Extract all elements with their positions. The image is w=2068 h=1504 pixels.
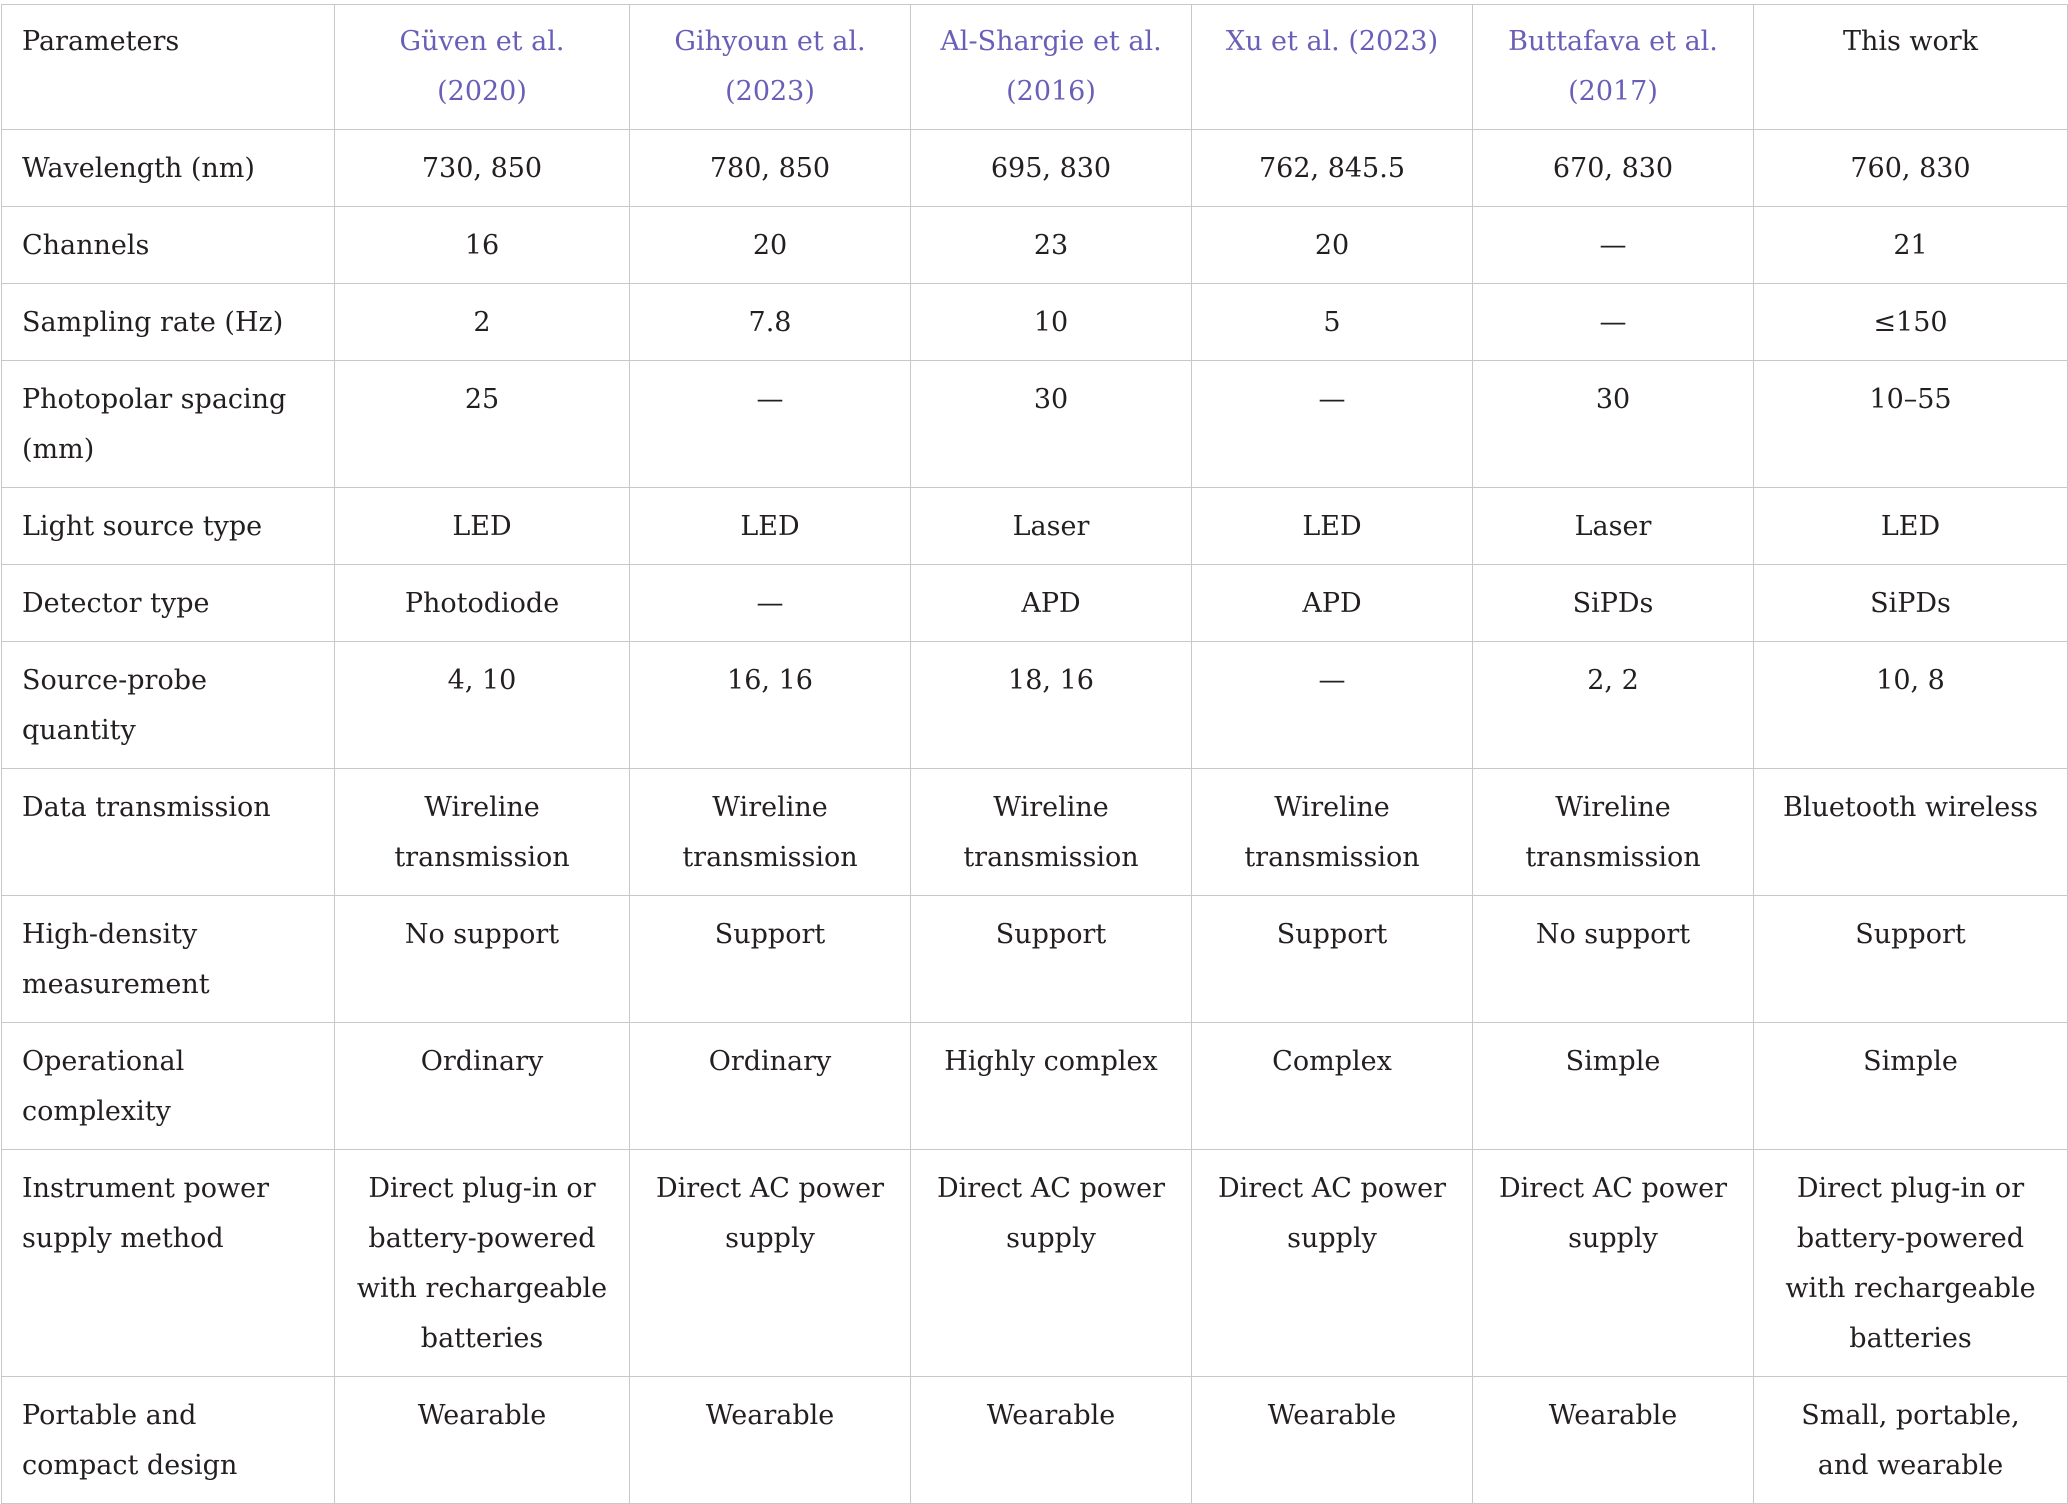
- table-cell: Wireline transmission: [911, 769, 1192, 896]
- table-cell: LED: [630, 488, 911, 565]
- table-row: [2, 361, 2068, 488]
- table-row: [2, 642, 2068, 769]
- table-cell: Laser: [1473, 488, 1754, 565]
- table-row: [2, 207, 2068, 284]
- table-cell: 10: [911, 284, 1192, 361]
- table-cell: No support: [335, 896, 630, 1023]
- table-cell: LED: [335, 488, 630, 565]
- table-cell: Ordinary: [630, 1023, 911, 1150]
- table-cell: Laser: [911, 488, 1192, 565]
- table-cell: Support: [1754, 896, 2068, 1023]
- table-cell: 762, 845.5: [1192, 130, 1473, 207]
- row-label: Channels: [2, 207, 335, 284]
- row-label: Light source type: [2, 488, 335, 565]
- row-label: High-density measurement: [2, 896, 335, 1023]
- table-cell: Bluetooth wireless: [1754, 769, 2068, 896]
- table-cell: —: [1473, 207, 1754, 284]
- table-cell: Small, portable, and wearable: [1754, 1377, 2068, 1504]
- row-label: Operational complexity: [2, 1023, 335, 1150]
- table-cell: Wearable: [1473, 1377, 1754, 1504]
- table-cell: Direct AC power supply: [1473, 1150, 1754, 1377]
- table-body: [2, 130, 2068, 1504]
- table-cell: 5: [1192, 284, 1473, 361]
- table-cell: 25: [335, 361, 630, 488]
- table-cell: Wireline transmission: [1192, 769, 1473, 896]
- table-cell: 16: [335, 207, 630, 284]
- table-cell: 2: [335, 284, 630, 361]
- table-cell: 760, 830: [1754, 130, 2068, 207]
- comparison-table: [1, 4, 2068, 1504]
- table-cell: Photodiode: [335, 565, 630, 642]
- table-cell: SiPDs: [1754, 565, 2068, 642]
- table-cell: Wearable: [630, 1377, 911, 1504]
- header-reference-buttafava[interactable]: Buttafava et al. (2017): [1473, 5, 1754, 130]
- table-row: [2, 130, 2068, 207]
- header-reference-al-shargie[interactable]: Al-Shargie et al. (2016): [911, 5, 1192, 130]
- table-row: [2, 565, 2068, 642]
- table-row: [2, 284, 2068, 361]
- table-cell: Highly complex: [911, 1023, 1192, 1150]
- table-cell: Support: [1192, 896, 1473, 1023]
- row-label: Sampling rate (Hz): [2, 284, 335, 361]
- table-cell: LED: [1192, 488, 1473, 565]
- table-cell: 18, 16: [911, 642, 1192, 769]
- table-cell: Support: [630, 896, 911, 1023]
- table-cell: Direct plug-in or battery-powered with rechargeable batteries: [1754, 1150, 2068, 1377]
- table-cell: APD: [1192, 565, 1473, 642]
- header-row: [2, 5, 2068, 130]
- row-label: Photopolar spacing (mm): [2, 361, 335, 488]
- table-cell: Wireline transmission: [335, 769, 630, 896]
- table-cell: —: [630, 565, 911, 642]
- row-label: Instrument power supply method: [2, 1150, 335, 1377]
- table-cell: Direct AC power supply: [1192, 1150, 1473, 1377]
- table-cell: 780, 850: [630, 130, 911, 207]
- table-cell: Ordinary: [335, 1023, 630, 1150]
- table-cell: 10, 8: [1754, 642, 2068, 769]
- row-label: Detector type: [2, 565, 335, 642]
- table-row: [2, 1150, 2068, 1377]
- table-cell: 30: [1473, 361, 1754, 488]
- table-cell: Wearable: [911, 1377, 1192, 1504]
- table-row: [2, 1023, 2068, 1150]
- table-cell: 2, 2: [1473, 642, 1754, 769]
- header-reference-xu[interactable]: Xu et al. (2023): [1192, 5, 1473, 130]
- row-label: Data transmission: [2, 769, 335, 896]
- table-cell: 30: [911, 361, 1192, 488]
- table-cell: ≤150: [1754, 284, 2068, 361]
- table-row: [2, 488, 2068, 565]
- table-cell: LED: [1754, 488, 2068, 565]
- table-cell: Direct AC power supply: [911, 1150, 1192, 1377]
- table-row: [2, 769, 2068, 896]
- row-label: Source-probe quantity: [2, 642, 335, 769]
- table-cell: SiPDs: [1473, 565, 1754, 642]
- header-parameters: Parameters: [2, 5, 335, 130]
- table-cell: No support: [1473, 896, 1754, 1023]
- table-cell: —: [630, 361, 911, 488]
- table-cell: 16, 16: [630, 642, 911, 769]
- table-cell: Support: [911, 896, 1192, 1023]
- table-cell: 20: [1192, 207, 1473, 284]
- header-this-work: This work: [1754, 5, 2068, 130]
- table-cell: 20: [630, 207, 911, 284]
- table-cell: Wireline transmission: [1473, 769, 1754, 896]
- table-cell: Simple: [1754, 1023, 2068, 1150]
- table-cell: Simple: [1473, 1023, 1754, 1150]
- table-cell: 695, 830: [911, 130, 1192, 207]
- header-reference-guven[interactable]: Güven et al. (2020): [335, 5, 630, 130]
- table-cell: Complex: [1192, 1023, 1473, 1150]
- table-cell: 730, 850: [335, 130, 630, 207]
- row-label: Wavelength (nm): [2, 130, 335, 207]
- table-cell: 7.8: [630, 284, 911, 361]
- table-cell: Direct plug-in or battery-powered with rechargeable batteries: [335, 1150, 630, 1377]
- table-cell: 4, 10: [335, 642, 630, 769]
- table-cell: —: [1192, 642, 1473, 769]
- table-cell: APD: [911, 565, 1192, 642]
- table-cell: —: [1473, 284, 1754, 361]
- table-cell: 10–55: [1754, 361, 2068, 488]
- table-cell: 670, 830: [1473, 130, 1754, 207]
- table-cell: —: [1192, 361, 1473, 488]
- table-cell: Wearable: [335, 1377, 630, 1504]
- table-cell: Wireline transmission: [630, 769, 911, 896]
- header-reference-gihyoun[interactable]: Gihyoun et al. (2023): [630, 5, 911, 130]
- table-cell: Wearable: [1192, 1377, 1473, 1504]
- table-row: [2, 896, 2068, 1023]
- table-row: [2, 1377, 2068, 1504]
- table-cell: Direct AC power supply: [630, 1150, 911, 1377]
- row-label: Portable and compact design: [2, 1377, 335, 1504]
- table-cell: 23: [911, 207, 1192, 284]
- table-cell: 21: [1754, 207, 2068, 284]
